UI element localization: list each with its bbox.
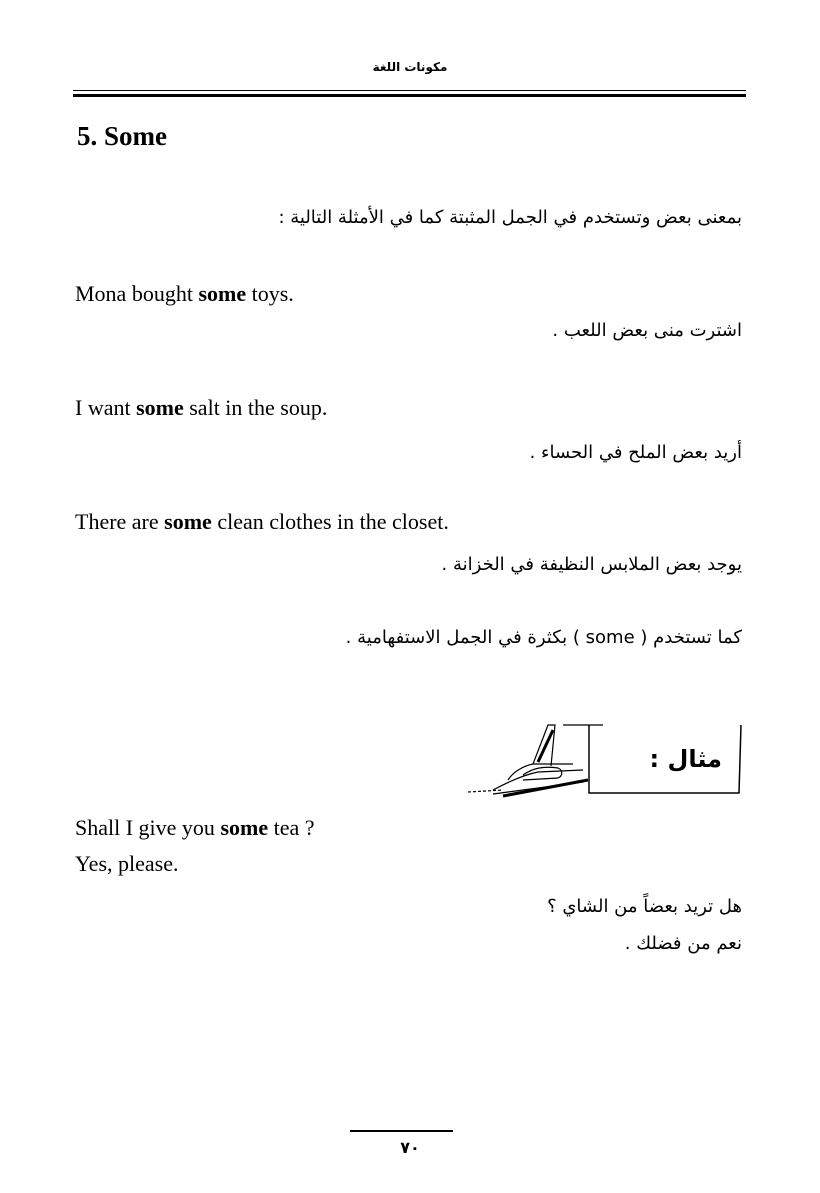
page-header-title: مكونات اللغة [372, 60, 448, 74]
example-1-english: Mona bought some toys. [75, 281, 294, 306]
answer-english: Yes, please. [75, 851, 179, 876]
intro-arabic: بمعنى بعض وتستخدم في الجمل المثبتة كما في الأمثلة التالية : [278, 207, 742, 228]
answer-arabic: نعم من فضلك . [624, 933, 742, 954]
footer-rule [350, 1130, 453, 1132]
pointing-hand-icon [468, 725, 588, 796]
example-1-arabic: اشترت منى بعض اللعب . [552, 320, 742, 341]
example-3-english: There are some clean clothes in the closet. [75, 509, 449, 534]
example-2-english: I want some salt in the soup. [75, 395, 328, 420]
note-arabic: كما تستخدم ( some ) بكثرة في الجمل الاستفهامية . [345, 627, 742, 648]
header-rule-thin [73, 90, 746, 91]
example-label: مثال : [649, 745, 722, 773]
page-number: ٧٠ [400, 1138, 420, 1157]
section-heading: 5. Some [77, 121, 167, 151]
example-2-arabic: أريد بعض الملح في الحساء . [529, 442, 742, 463]
example-3-arabic: يوجد بعض الملابس النظيفة في الخزانة . [441, 554, 742, 575]
question-arabic: هل تريد بعضاً من الشاي ؟ [547, 896, 742, 917]
question-english: Shall I give you some tea ? [75, 815, 315, 840]
header-rule-thick [73, 94, 746, 97]
